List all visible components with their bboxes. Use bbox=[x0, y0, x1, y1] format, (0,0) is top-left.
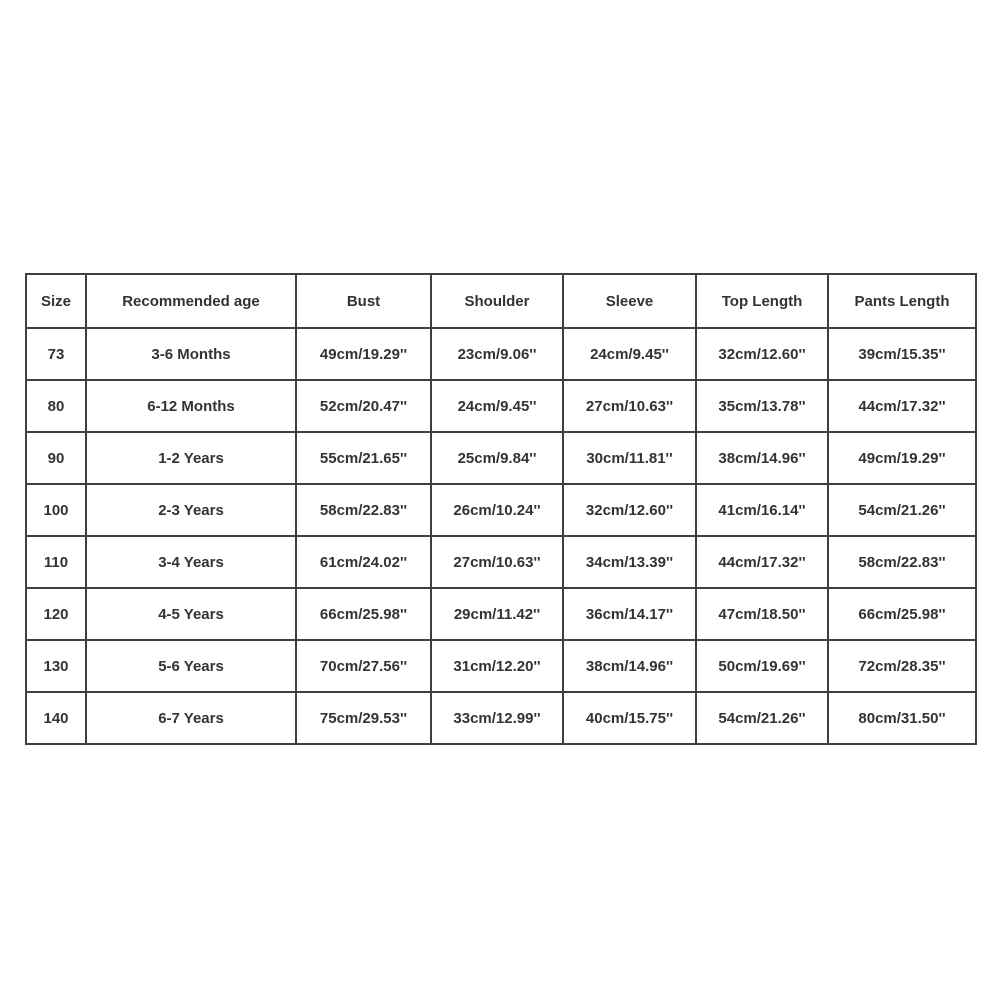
size-cell: 73 bbox=[26, 328, 86, 380]
sleeve-cell: 24cm/9.45'' bbox=[563, 328, 696, 380]
sleeve-cell: 34cm/13.39'' bbox=[563, 536, 696, 588]
sleeve-cell: 36cm/14.17'' bbox=[563, 588, 696, 640]
recommended-age-cell: 3-6 Months bbox=[86, 328, 296, 380]
recommended-age-cell: 3-4 Years bbox=[86, 536, 296, 588]
size-cell: 130 bbox=[26, 640, 86, 692]
table-row bbox=[26, 692, 976, 744]
table-header-row bbox=[26, 274, 976, 328]
recommended-age-cell: 1-2 Years bbox=[86, 432, 296, 484]
size-cell: 120 bbox=[26, 588, 86, 640]
size-cell: 100 bbox=[26, 484, 86, 536]
recommended-age-cell: 5-6 Years bbox=[86, 640, 296, 692]
pants-length-cell: 80cm/31.50'' bbox=[828, 692, 976, 744]
shoulder-cell: 33cm/12.99'' bbox=[431, 692, 563, 744]
bust-cell: 52cm/20.47'' bbox=[296, 380, 431, 432]
table-row bbox=[26, 588, 976, 640]
top-length-cell: 38cm/14.96'' bbox=[696, 432, 828, 484]
top-length-cell: 35cm/13.78'' bbox=[696, 380, 828, 432]
size-chart-body bbox=[26, 328, 976, 744]
pants-length-cell: 44cm/17.32'' bbox=[828, 380, 976, 432]
table-row bbox=[26, 432, 976, 484]
size-cell: 110 bbox=[26, 536, 86, 588]
size-chart-table bbox=[25, 273, 977, 745]
header-bust: Bust bbox=[296, 274, 431, 328]
pants-length-cell: 39cm/15.35'' bbox=[828, 328, 976, 380]
shoulder-cell: 26cm/10.24'' bbox=[431, 484, 563, 536]
pants-length-cell: 54cm/21.26'' bbox=[828, 484, 976, 536]
recommended-age-cell: 2-3 Years bbox=[86, 484, 296, 536]
top-length-cell: 32cm/12.60'' bbox=[696, 328, 828, 380]
table-row bbox=[26, 640, 976, 692]
size-chart-header-row bbox=[26, 274, 976, 328]
sleeve-cell: 32cm/12.60'' bbox=[563, 484, 696, 536]
size-cell: 80 bbox=[26, 380, 86, 432]
header-pants-length: Pants Length bbox=[828, 274, 976, 328]
shoulder-cell: 27cm/10.63'' bbox=[431, 536, 563, 588]
table-row bbox=[26, 380, 976, 432]
bust-cell: 66cm/25.98'' bbox=[296, 588, 431, 640]
shoulder-cell: 31cm/12.20'' bbox=[431, 640, 563, 692]
top-length-cell: 44cm/17.32'' bbox=[696, 536, 828, 588]
top-length-cell: 47cm/18.50'' bbox=[696, 588, 828, 640]
header-recommended-age: Recommended age bbox=[86, 274, 296, 328]
bust-cell: 70cm/27.56'' bbox=[296, 640, 431, 692]
table-row bbox=[26, 536, 976, 588]
shoulder-cell: 25cm/9.84'' bbox=[431, 432, 563, 484]
header-sleeve: Sleeve bbox=[563, 274, 696, 328]
recommended-age-cell: 6-7 Years bbox=[86, 692, 296, 744]
bust-cell: 75cm/29.53'' bbox=[296, 692, 431, 744]
sleeve-cell: 27cm/10.63'' bbox=[563, 380, 696, 432]
pants-length-cell: 72cm/28.35'' bbox=[828, 640, 976, 692]
top-length-cell: 54cm/21.26'' bbox=[696, 692, 828, 744]
recommended-age-cell: 6-12 Months bbox=[86, 380, 296, 432]
pants-length-cell: 66cm/25.98'' bbox=[828, 588, 976, 640]
sleeve-cell: 40cm/15.75'' bbox=[563, 692, 696, 744]
header-size: Size bbox=[26, 274, 86, 328]
bust-cell: 58cm/22.83'' bbox=[296, 484, 431, 536]
recommended-age-cell: 4-5 Years bbox=[86, 588, 296, 640]
shoulder-cell: 24cm/9.45'' bbox=[431, 380, 563, 432]
bust-cell: 49cm/19.29'' bbox=[296, 328, 431, 380]
top-length-cell: 41cm/16.14'' bbox=[696, 484, 828, 536]
size-cell: 90 bbox=[26, 432, 86, 484]
table-row bbox=[26, 328, 976, 380]
sleeve-cell: 30cm/11.81'' bbox=[563, 432, 696, 484]
bust-cell: 61cm/24.02'' bbox=[296, 536, 431, 588]
bust-cell: 55cm/21.65'' bbox=[296, 432, 431, 484]
shoulder-cell: 23cm/9.06'' bbox=[431, 328, 563, 380]
size-cell: 140 bbox=[26, 692, 86, 744]
header-top-length: Top Length bbox=[696, 274, 828, 328]
table-row bbox=[26, 484, 976, 536]
header-shoulder: Shoulder bbox=[431, 274, 563, 328]
pants-length-cell: 58cm/22.83'' bbox=[828, 536, 976, 588]
shoulder-cell: 29cm/11.42'' bbox=[431, 588, 563, 640]
pants-length-cell: 49cm/19.29'' bbox=[828, 432, 976, 484]
top-length-cell: 50cm/19.69'' bbox=[696, 640, 828, 692]
sleeve-cell: 38cm/14.96'' bbox=[563, 640, 696, 692]
